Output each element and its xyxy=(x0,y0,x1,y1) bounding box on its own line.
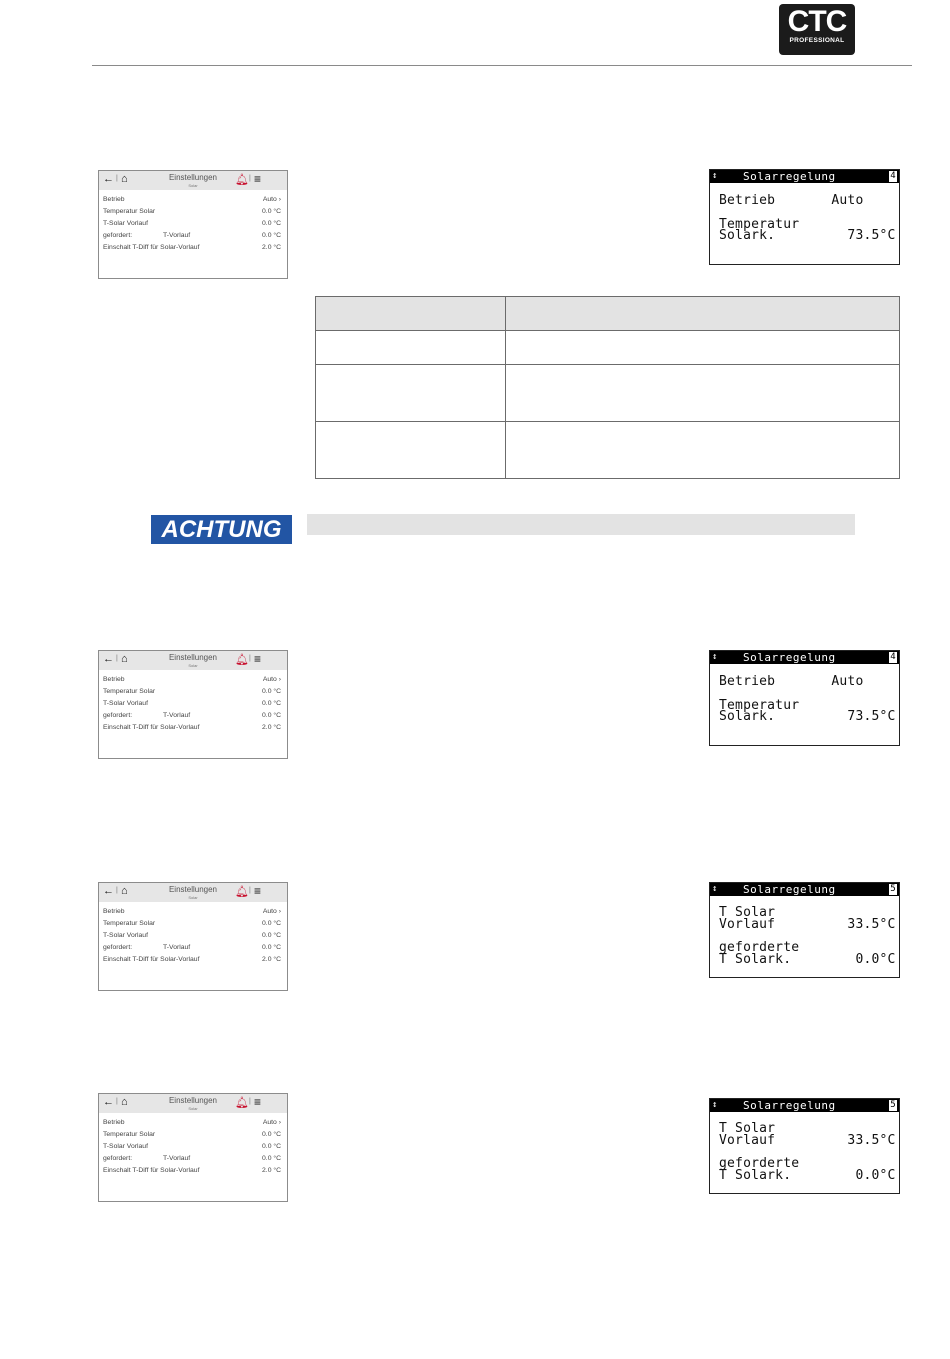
table-cell xyxy=(506,297,900,331)
row-label: Betrieb xyxy=(103,196,125,203)
row-value: 2.0 °C xyxy=(262,724,281,731)
back-arrow-icon[interactable]: ← xyxy=(103,653,114,665)
logo-text: CTC xyxy=(787,5,847,38)
table-cell xyxy=(506,422,900,479)
row-value: 0.0 °C xyxy=(262,932,281,939)
row-value: 0.0 °C xyxy=(262,712,281,719)
settings-row-einschalt-t-diff[interactable] xyxy=(103,242,283,254)
lcd-display-1 xyxy=(709,169,900,265)
row-value: 0.0 °C xyxy=(262,1143,281,1150)
row-label: Einschalt T-Diff für Solar-Vorlauf xyxy=(103,724,200,731)
panel-toolbar xyxy=(99,1094,287,1113)
row-label: gefordert: xyxy=(103,944,133,951)
lcd-line: geforderte xyxy=(719,1156,800,1171)
alarm-bell-icon[interactable]: 🔔︎ xyxy=(235,1097,249,1109)
row-value: 2.0 °C xyxy=(262,244,281,251)
lcd-line: Betrieb Auto xyxy=(719,193,864,208)
up-down-arrow-icon: ↕ xyxy=(712,1100,718,1110)
panel-subtitle: Solar xyxy=(188,663,198,668)
lcd-title: Solarregelung xyxy=(743,883,836,896)
settings-row-betrieb[interactable] xyxy=(103,906,283,918)
settings-row-gefordert[interactable] xyxy=(103,942,283,954)
alarm-bell-icon[interactable]: 🔔︎ xyxy=(235,654,249,666)
separator: | xyxy=(116,1098,118,1105)
up-down-arrow-icon: ↕ xyxy=(712,652,718,662)
table-cell xyxy=(316,297,506,331)
row-mid-label: T-Vorlauf xyxy=(163,1155,191,1162)
settings-row-t-solar-vorlauf[interactable] xyxy=(103,218,283,230)
home-icon[interactable]: ⌂ xyxy=(121,173,128,185)
lcd-line: Solark. 73.5°C xyxy=(719,709,896,724)
table-row xyxy=(316,422,900,479)
alarm-bell-icon[interactable]: 🔔︎ xyxy=(235,174,249,186)
row-label: Temperatur Solar xyxy=(103,920,156,927)
lcd-title: Solarregelung xyxy=(743,1099,836,1112)
lcd-page-number: 4 xyxy=(890,171,896,181)
lcd-title: Solarregelung xyxy=(743,170,836,183)
menu-icon[interactable]: ≡ xyxy=(254,652,262,666)
lcd-line: geforderte xyxy=(719,940,800,955)
lcd-line: Betrieb Auto xyxy=(719,674,864,689)
settings-row-betrieb[interactable] xyxy=(103,194,283,206)
row-mid-label: T-Vorlauf xyxy=(163,944,191,951)
ctc-logo xyxy=(779,4,855,55)
settings-row-t-solar-vorlauf[interactable] xyxy=(103,1141,283,1153)
settings-row-gefordert[interactable] xyxy=(103,1153,283,1165)
separator: | xyxy=(116,887,118,894)
settings-panel-2 xyxy=(98,650,288,759)
row-label: Einschalt T-Diff für Solar-Vorlauf xyxy=(103,956,200,963)
up-down-arrow-icon: ↕ xyxy=(712,171,718,181)
row-value: 2.0 °C xyxy=(262,1167,281,1174)
row-label: Betrieb xyxy=(103,908,125,915)
lcd-page-number: 5 xyxy=(890,1100,896,1110)
settings-row-einschalt-t-diff[interactable] xyxy=(103,954,283,966)
settings-row-einschalt-t-diff[interactable] xyxy=(103,1165,283,1177)
row-label: T-Solar Vorlauf xyxy=(103,220,148,227)
menu-icon[interactable]: ≡ xyxy=(254,172,262,186)
row-label: Temperatur Solar xyxy=(103,208,156,215)
home-icon[interactable]: ⌂ xyxy=(121,885,128,897)
panel-title: Einstellungen xyxy=(168,885,218,894)
back-arrow-icon[interactable]: ← xyxy=(103,885,114,897)
lcd-line: Temperatur xyxy=(719,217,800,232)
row-mid-label: T-Vorlauf xyxy=(163,712,191,719)
settings-row-gefordert[interactable] xyxy=(103,230,283,242)
warning-label: ACHTUNG xyxy=(151,515,292,544)
row-label: Einschalt T-Diff für Solar-Vorlauf xyxy=(103,244,200,251)
panel-subtitle: Solar xyxy=(188,183,198,188)
table-row xyxy=(316,365,900,422)
home-icon[interactable]: ⌂ xyxy=(121,1096,128,1108)
row-label: Temperatur Solar xyxy=(103,1131,156,1138)
logo-subtext: PROFESSIONAL xyxy=(789,37,845,44)
table-cell xyxy=(506,331,900,365)
lcd-line: T Solar xyxy=(719,905,776,920)
panel-toolbar xyxy=(99,651,287,670)
lcd-page-number: 5 xyxy=(890,884,896,894)
lcd-title-bar xyxy=(710,170,899,183)
row-value: 0.0 °C xyxy=(262,944,281,951)
row-value: 0.0 °C xyxy=(262,700,281,707)
row-label: Einschalt T-Diff für Solar-Vorlauf xyxy=(103,1167,200,1174)
header-divider xyxy=(92,65,912,66)
separator: | xyxy=(249,175,251,182)
row-value: Auto › xyxy=(262,1119,281,1126)
panel-toolbar xyxy=(99,883,287,902)
table-cell xyxy=(316,365,506,422)
separator: | xyxy=(116,175,118,182)
settings-row-t-solar-vorlauf[interactable] xyxy=(103,930,283,942)
row-label: Betrieb xyxy=(103,676,125,683)
row-value: 0.0 °C xyxy=(262,920,281,927)
row-value: 0.0 °C xyxy=(262,220,281,227)
info-table xyxy=(315,296,900,479)
row-label: gefordert: xyxy=(103,1155,133,1162)
separator: | xyxy=(249,1098,251,1105)
row-mid-label: T-Vorlauf xyxy=(163,232,191,239)
alarm-bell-icon[interactable]: 🔔︎ xyxy=(235,886,249,898)
settings-panel-1 xyxy=(98,170,288,279)
settings-panel-3 xyxy=(98,882,288,991)
back-arrow-icon[interactable]: ← xyxy=(103,173,114,185)
panel-subtitle: Solar xyxy=(188,1106,198,1111)
lcd-line: Solark. 73.5°C xyxy=(719,228,896,243)
lcd-line: Temperatur xyxy=(719,698,800,713)
row-value: Auto › xyxy=(262,196,281,203)
lcd-title-bar xyxy=(710,651,899,664)
settings-row-betrieb[interactable] xyxy=(103,674,283,686)
settings-row-temperatur-solar[interactable] xyxy=(103,206,283,218)
table-header-row xyxy=(316,297,900,331)
row-label: T-Solar Vorlauf xyxy=(103,932,148,939)
panel-title: Einstellungen xyxy=(168,1096,218,1105)
settings-row-einschalt-t-diff[interactable] xyxy=(103,722,283,734)
settings-row-betrieb[interactable] xyxy=(103,1117,283,1129)
separator: | xyxy=(249,655,251,662)
row-value: Auto › xyxy=(262,908,281,915)
separator: | xyxy=(249,887,251,894)
settings-row-t-solar-vorlauf[interactable] xyxy=(103,698,283,710)
settings-row-gefordert[interactable] xyxy=(103,710,283,722)
back-arrow-icon[interactable]: ← xyxy=(103,1096,114,1108)
row-label: T-Solar Vorlauf xyxy=(103,1143,148,1150)
lcd-display-4 xyxy=(709,1098,900,1194)
warning-text-bar xyxy=(307,514,855,535)
row-label: gefordert: xyxy=(103,232,133,239)
home-icon[interactable]: ⌂ xyxy=(121,653,128,665)
row-value: 0.0 °C xyxy=(262,232,281,239)
panel-title: Einstellungen xyxy=(168,173,218,182)
lcd-line: Vorlauf 33.5°C xyxy=(719,1133,896,1148)
row-value: 0.0 °C xyxy=(262,1155,281,1162)
row-label: gefordert: xyxy=(103,712,133,719)
settings-row-temperatur-solar[interactable] xyxy=(103,1129,283,1141)
up-down-arrow-icon: ↕ xyxy=(712,884,718,894)
table-cell xyxy=(316,422,506,479)
lcd-page-number: 4 xyxy=(890,652,896,662)
row-value: Auto › xyxy=(262,676,281,683)
lcd-title-bar xyxy=(710,883,899,896)
table-cell xyxy=(506,365,900,422)
lcd-line: T Solar xyxy=(719,1121,776,1136)
table-cell xyxy=(316,331,506,365)
panel-toolbar xyxy=(99,171,287,190)
lcd-line: T Solark. 0.0°C xyxy=(719,952,896,967)
settings-row-temperatur-solar[interactable] xyxy=(103,918,283,930)
settings-panel-4 xyxy=(98,1093,288,1202)
settings-row-temperatur-solar[interactable] xyxy=(103,686,283,698)
lcd-display-3 xyxy=(709,882,900,978)
row-label: T-Solar Vorlauf xyxy=(103,700,148,707)
lcd-title: Solarregelung xyxy=(743,651,836,664)
row-value: 0.0 °C xyxy=(262,208,281,215)
lcd-title-bar xyxy=(710,1099,899,1112)
menu-icon[interactable]: ≡ xyxy=(254,1095,262,1109)
lcd-display-2 xyxy=(709,650,900,746)
row-label: Betrieb xyxy=(103,1119,125,1126)
separator: | xyxy=(116,655,118,662)
lcd-line: Vorlauf 33.5°C xyxy=(719,917,896,932)
panel-subtitle: Solar xyxy=(188,895,198,900)
row-value: 0.0 °C xyxy=(262,1131,281,1138)
lcd-line: T Solark. 0.0°C xyxy=(719,1168,896,1183)
table-row xyxy=(316,331,900,365)
row-label: Temperatur Solar xyxy=(103,688,156,695)
row-value: 0.0 °C xyxy=(262,688,281,695)
menu-icon[interactable]: ≡ xyxy=(254,884,262,898)
row-value: 2.0 °C xyxy=(262,956,281,963)
panel-title: Einstellungen xyxy=(168,653,218,662)
